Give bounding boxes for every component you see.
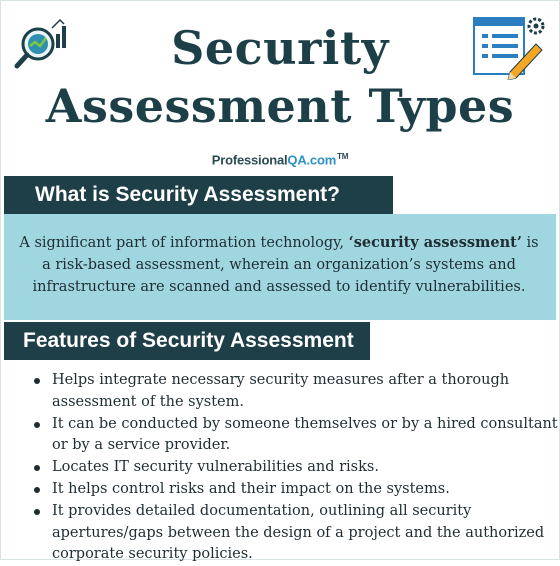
- section-heading-what-is: What is Security Assessment?: [4, 176, 393, 214]
- page-title-line2: Assessment Types: [45, 79, 515, 133]
- list-item: Helps integrate necessary security measures after a thorough assessment of the system.: [52, 370, 560, 414]
- list-item: It helps control risks and their impact on the systems.: [52, 479, 560, 501]
- brand-logo: ProfessionalQA.com™: [211, 152, 349, 168]
- section-heading-features: Features of Security Assessment: [4, 322, 370, 360]
- features-list: [30, 370, 560, 566]
- definition-text: A significant part of information technology, ‘security assessment’ is a risk-based assessment, wherein an organization’s systems and infrastructure are scanned and assessed to identify vulnerabilities.: [19, 234, 539, 295]
- list-item: It can be conducted by someone themselves or by a hired consultant or by a service provider.: [52, 414, 560, 458]
- page-title-line1: Security: [171, 21, 389, 75]
- list-item: Locates IT security vulnerabilities and risks.: [52, 457, 560, 479]
- list-item: It provides detailed documentation, outlining all security apertures/gaps between the design of a project and the authorized corporate security policies.: [52, 501, 560, 566]
